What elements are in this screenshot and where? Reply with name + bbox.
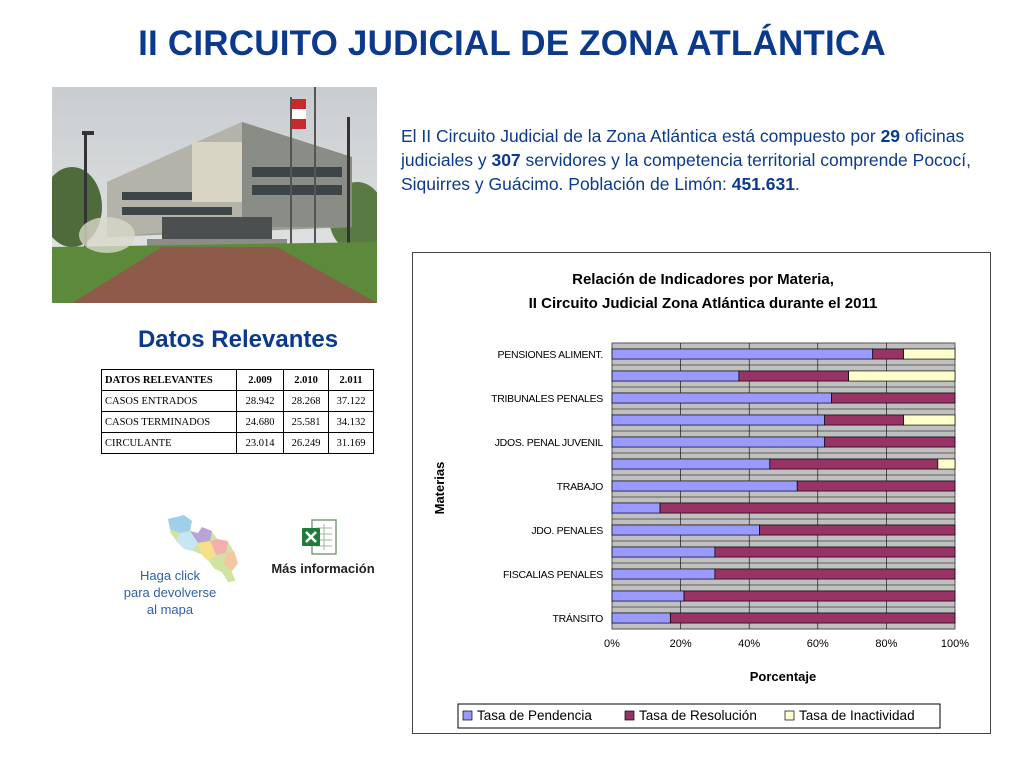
table-cell: 28.268 [284,391,329,412]
bar-segment [904,349,955,359]
bar-segment [759,525,955,535]
bar-segment [612,525,759,535]
bar-segment [739,371,849,381]
table-header-cell: 2.011 [329,370,374,391]
table-header-cell: 2.009 [237,370,284,391]
datos-relevantes-table [101,369,374,454]
bar-segment [612,459,770,469]
table-cell: 34.132 [329,412,374,433]
table-header-row [102,370,374,391]
bar-segment [612,349,873,359]
x-tick-label: 80% [875,638,898,650]
table-cell: 24.680 [237,412,284,433]
bar-segment [670,613,955,623]
y-axis-label: Materias [432,461,447,515]
table-cell: 31.169 [329,433,374,454]
y-tick-label: TRIBUNALES PENALES [491,393,603,405]
table-row [102,433,374,454]
bar-segment [770,459,938,469]
table-header-cell: 2.010 [284,370,329,391]
table-cell: CASOS TERMINADOS [102,412,237,433]
bar-segment [797,481,955,491]
excel-icon [300,518,340,558]
y-tick-label: FISCALIAS PENALES [503,569,603,581]
x-tick-label: 20% [669,638,692,650]
x-tick-label: 0% [604,638,620,650]
page-title: II CIRCUITO JUDICIAL DE ZONA ATLÁNTICA [138,24,886,63]
legend-swatch [785,711,794,720]
chart-title: II Circuito Judicial Zona Atlántica durante el 2011 [528,295,878,312]
table-cell: 23.014 [237,433,284,454]
bar-segment [612,503,660,513]
bar-segment [684,591,955,601]
chart-title: Relación de Indicadores por Materia, [572,271,834,288]
table-cell: 28.942 [237,391,284,412]
x-axis-label: Porcentaje [749,669,817,684]
bar-segment [832,393,955,403]
intro-paragraph: El II Circuito Judicial de la Zona Atlántica está compuesto por 29 oficinas judiciales y 307 servidores y la competencia territorial comprende Pococí, Siquirres y Guácimo. Población de Limón: 451.631. [401,126,972,194]
mas-informacion-label[interactable]: Más información [271,561,375,576]
bar-segment [825,415,904,425]
table-cell: 26.249 [284,433,329,454]
table-cell: CIRCULANTE [102,433,237,454]
table-row [102,412,374,433]
legend-swatch [463,711,472,720]
bar-segment [612,547,715,557]
bar-segment [849,371,955,381]
datos-relevantes-title: Datos Relevantes [137,326,339,353]
y-tick-label: TRÁNSITO [552,613,603,625]
bar-segment [715,547,955,557]
y-tick-label: PENSIONES ALIMENT. [497,349,603,361]
legend-label: Tasa de Inactividad [799,708,915,723]
bar-segment [938,459,955,469]
bar-segment [612,591,684,601]
table-cell: 25.581 [284,412,329,433]
bar-segment [612,371,739,381]
x-tick-label: 100% [940,638,970,650]
bar-segment [612,613,670,623]
table-row [102,391,374,412]
bar-segment [825,437,955,447]
legend-label: Tasa de Resolución [639,708,757,723]
chart-frame [412,252,991,734]
courthouse-photo [52,87,377,303]
bar-segment [715,569,955,579]
y-tick-label: JDO. PENALES [531,525,603,537]
bar-segment [612,569,715,579]
bar-segment [612,481,797,491]
bar-segment [612,393,832,403]
table-cell: 37.122 [329,391,374,412]
legend-swatch [625,711,634,720]
legend-label: Tasa de Pendencia [477,708,592,723]
y-tick-label: JDOS. PENAL JUVENIL [494,437,603,449]
bar-segment [612,437,825,447]
table-header-cell: DATOS RELEVANTES [102,370,237,391]
bar-segment [904,415,955,425]
x-tick-label: 60% [806,638,829,650]
bar-segment [873,349,904,359]
y-tick-label: TRABAJO [556,481,603,493]
excel-file-link[interactable] [300,518,340,558]
indicadores-chart [413,253,990,733]
bar-segment [660,503,955,513]
map-caption[interactable]: Haga click para devolverse al mapa [123,568,217,617]
table-cell: CASOS ENTRADOS [102,391,237,412]
x-tick-label: 40% [738,638,761,650]
bar-segment [612,415,825,425]
